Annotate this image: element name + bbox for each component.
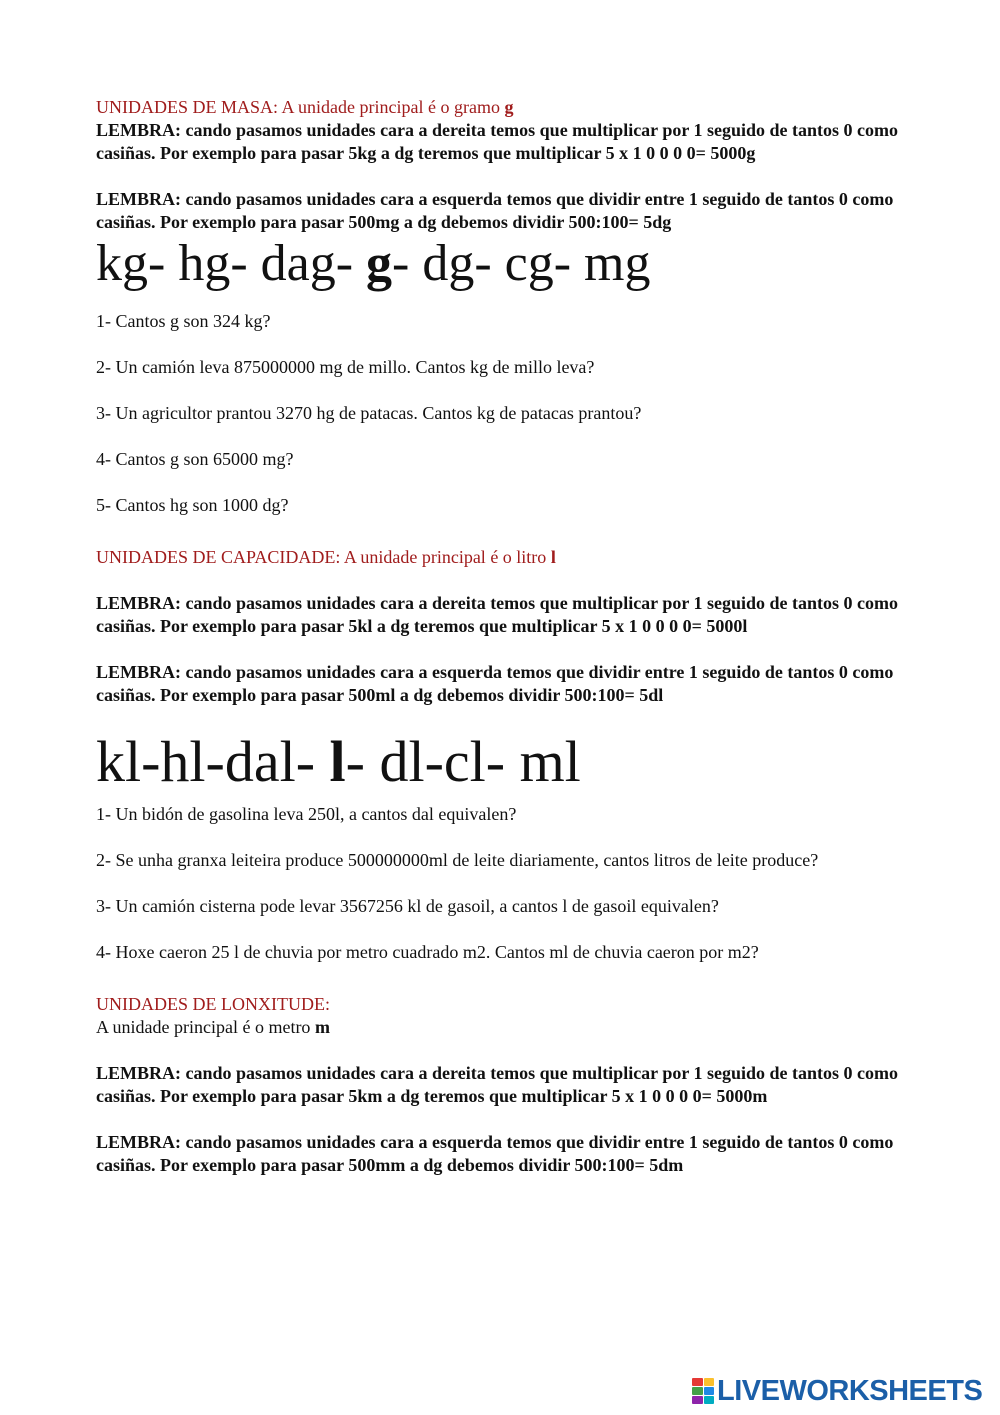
- length-note-left: LEMBRA: cando pasamos unidades cara a esquerda temos que dividir entre 1 seguido de tantos 0 como casiñas. Por exemplo para pasar 500mm a dg debemos dividir 500:100= 5dm: [96, 1132, 894, 1175]
- capacity-question-1: 1- Un bidón de gasolina leva 250l, a cantos dal equivalen?: [96, 804, 517, 824]
- capacity-question-2: 2- Se unha granxa leiteira produce 500000000ml de leite diariamente, cantos litros de leite produce?: [96, 850, 819, 870]
- mass-note-left: LEMBRA: cando pasamos unidades cara a esquerda temos que dividir entre 1 seguido de tantos 0 como casiñas. Por exemplo para pasar 500mg a dg debemos dividir 500:100= 5dg: [96, 189, 894, 232]
- mass-question-4: 4- Cantos g son 65000 mg?: [96, 449, 294, 469]
- capacity-unit-scale: kl-hl-dal- l- dl-cl- ml: [96, 729, 581, 794]
- mass-question-1: 1- Cantos g son 324 kg?: [96, 311, 271, 331]
- capacity-question-3: 3- Un camión cisterna pode levar 3567256 kl de gasoil, a cantos l de gasoil equivalen?: [96, 896, 719, 916]
- mass-question-list: [96, 310, 926, 517]
- mass-unit-scale: kg- hg- dag- g- dg- cg- mg: [96, 235, 651, 292]
- capacity-question-4: 4- Hoxe caeron 25 l de chuvia por metro cuadrado m2. Cantos ml de chuvia caeron por m2?: [96, 942, 759, 962]
- length-note-right: LEMBRA: cando pasamos unidades cara a dereita temos que multiplicar por 1 seguido de tantos 0 como casiñas. Por exemplo para pasar 5km a dg teremos que multiplicar 5 x 1 0 0 0 0= 5000m: [96, 1063, 899, 1106]
- length-subheading: A unidade principal é o metro m: [96, 1017, 330, 1037]
- worksheet-page: [96, 96, 926, 1177]
- liveworksheets-logo-icon: [692, 1378, 714, 1404]
- capacity-note-left: LEMBRA: cando pasamos unidades cara a esquerda temos que dividir entre 1 seguido de tantos 0 como casiñas. Por exemplo para pasar 500ml a dg debemos dividir 500:100= 5dl: [96, 662, 894, 705]
- mass-question-2: 2- Un camión leva 875000000 mg de millo. Cantos kg de millo leva?: [96, 357, 595, 377]
- capacity-heading: UNIDADES DE CAPACIDADE: A unidade principal é o litro l: [96, 547, 556, 567]
- mass-note-right: LEMBRA: cando pasamos unidades cara a dereita temos que multiplicar por 1 seguido de tantos 0 como casiñas. Por exemplo para pasar 5kg a dg teremos que multiplicar 5 x 1 0 0 0 0= 5000g: [96, 120, 899, 163]
- mass-heading: UNIDADES DE MASA: A unidade principal é o gramo g: [96, 97, 514, 117]
- capacity-question-list: [96, 803, 926, 964]
- length-heading: UNIDADES DE LONXITUDE:: [96, 994, 330, 1014]
- mass-question-3: 3- Un agricultor prantou 3270 hg de patacas. Cantos kg de patacas prantou?: [96, 403, 642, 423]
- liveworksheets-logo: [692, 1376, 982, 1406]
- mass-question-5: 5- Cantos hg son 1000 dg?: [96, 495, 289, 515]
- liveworksheets-logo-text: LIVEWORKSHEETS: [717, 1375, 983, 1407]
- capacity-note-right: LEMBRA: cando pasamos unidades cara a dereita temos que multiplicar por 1 seguido de tantos 0 como casiñas. Por exemplo para pasar 5kl a dg teremos que multiplicar 5 x 1 0 0 0 0= 5000l: [96, 593, 899, 636]
